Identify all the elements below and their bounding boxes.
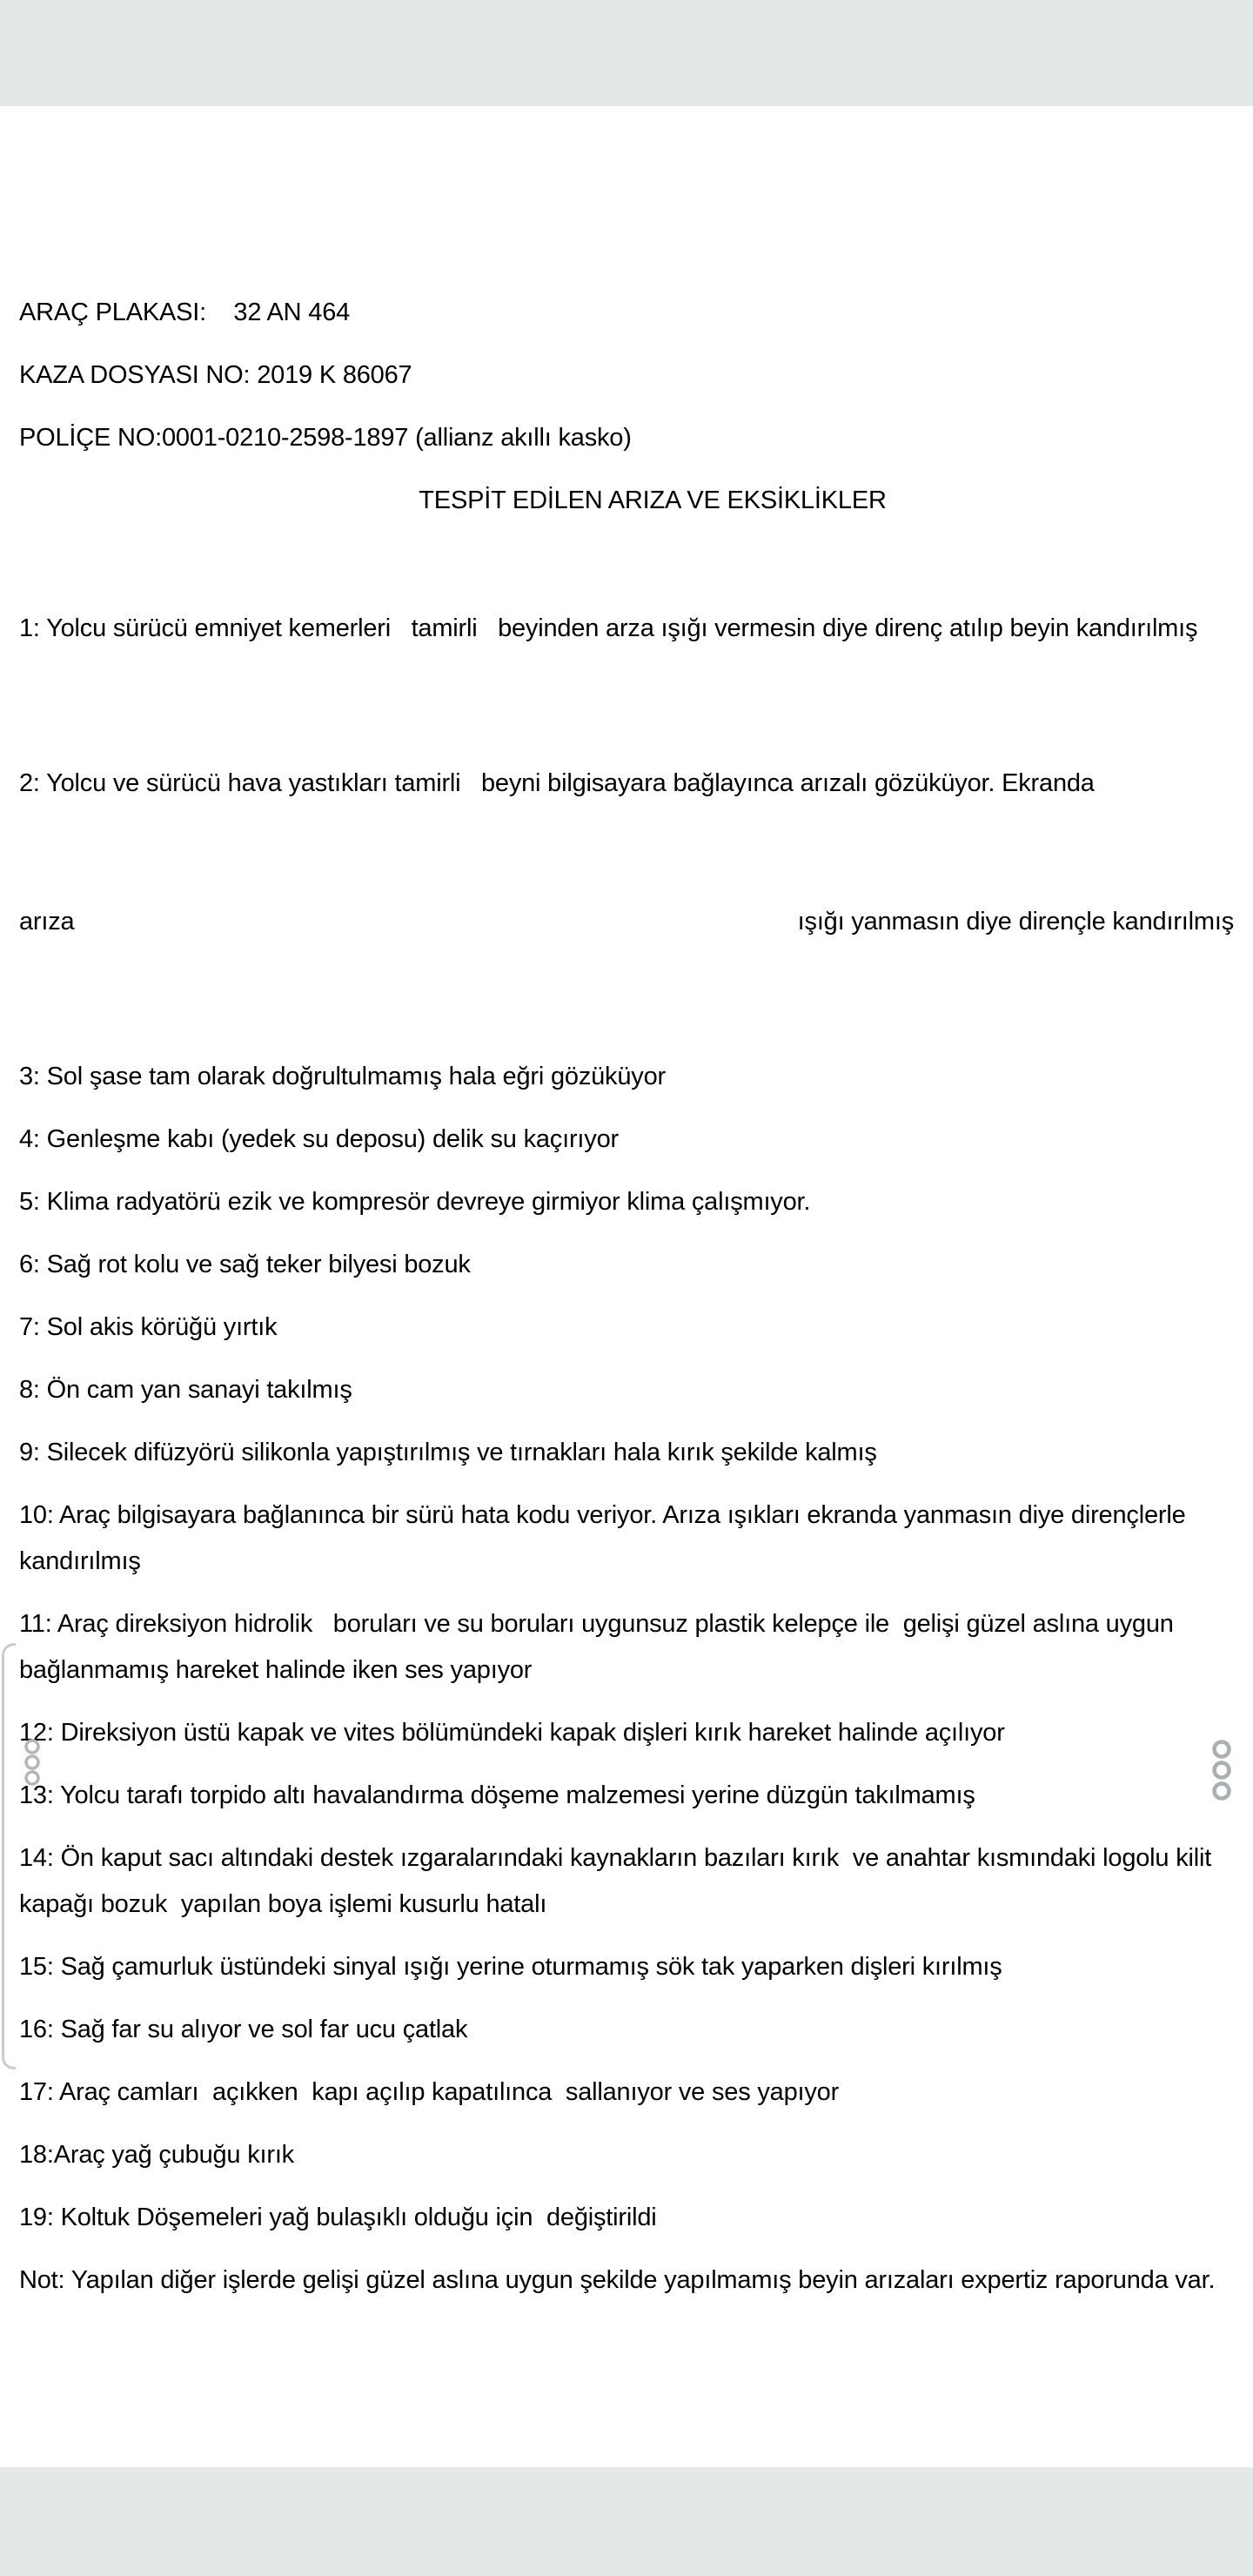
fault-item-10: 10: Araç bilgisayara bağlanınca bir sürü hata kodu veriyor. Arıza ışıkları ekranda yanmasın diye dirençlerle kandırılmış (19, 1501, 1193, 1575)
fault-item-17: 17: Araç camları açıkken kapı açılıp kapatılınca sallanıyor ve ses yapıyor (19, 2078, 840, 2106)
fault-item-18: 18:Araç yağ çubuğu kırık (19, 2141, 294, 2169)
fault-item-2-line2-left: arıza (19, 908, 75, 936)
fault-item-19: 19: Koltuk Döşemeleri yağ bulaşıklı olduğu için değiştirildi (19, 2204, 657, 2231)
fault-item-3: 3: Sol şase tam olarak doğrultulmamış hala eğri gözüküyor (19, 1063, 666, 1090)
fault-item-7: 7: Sol akis körüğü yırtık (19, 1313, 278, 1341)
fault-item-13: 13: Yolcu tarafı torpido altı havalandırma döşeme malzemesi yerine düzgün takılmamış (19, 1781, 975, 1809)
fault-item-2-line1: 2: Yolcu ve sürücü hava yastıkları tamirli beyni bilgisayara bağlayınca arızalı gözüküyor. Ekranda (19, 769, 1095, 797)
fault-item-2 (19, 668, 1234, 1037)
case-file-number-line: KAZA DOSYASI NO: 2019 K 86067 (19, 361, 412, 389)
fault-item-14: 14: Ön kaput sacı altındaki destek ızgaralarındaki kaynakların bazıları kırık ve anahtar kısmındaki logolu kilit kapağı bozuk yapılan boya işlemi kusurlu hatalı (19, 1844, 1218, 1918)
document-title: TESPİT EDİLEN ARIZA VE EKSİKLİKLER (419, 486, 887, 514)
selection-edge-bracket (2, 1643, 16, 2070)
fault-item-9: 9: Silecek difüzyörü silikonla yapıştırılmış ve tırnakları hala kırık şekilde kalmış (19, 1439, 877, 1466)
document-page (0, 106, 1253, 2467)
note-line: Not: Yapılan diğer işlerde gelişi güzel aslına uygun şekilde yapılmamış beyin arızaları expertiz raporunda var. (19, 2266, 1216, 2294)
fault-item-2-line2 (19, 899, 1234, 945)
vehicle-plate-line: ARAÇ PLAKASI: 32 AN 464 (19, 299, 351, 326)
fault-item-11: 11: Araç direksiyon hidrolik boruları ve su boruları uygunsuz plastik kelepçe ile gelişi güzel aslına uygun bağlanmamış hareket halinde iken ses yapıyor (19, 1610, 1181, 1684)
fault-item-4: 4: Genleşme kabı (yedek su deposu) delik su kaçırıyor (19, 1125, 619, 1153)
fault-item-15: 15: Sağ çamurluk üstündeki sinyal ışığı yerine oturmamış sök tak yaparken dişleri kırılmış (19, 1953, 1002, 1981)
policy-number-line: POLİÇE NO:0001-0210-2598-1897 (allianz akıllı kasko) (19, 424, 632, 452)
right-drag-handle-icon[interactable] (1210, 1738, 1233, 1802)
fault-item-8: 8: Ön cam yan sanayi takılmış (19, 1376, 352, 1404)
document-content (0, 106, 1253, 2304)
left-drag-handle-icon[interactable] (23, 1737, 42, 1788)
fault-item-5: 5: Klima radyatörü ezik ve kompresör devreye girmiyor klima çalışmıyor. (19, 1188, 811, 1216)
fault-item-12: 12: Direksiyon üstü kapak ve vites bölümündeki kapak dişleri kırık hareket halinde açılıyor (19, 1719, 1005, 1747)
fault-item-16: 16: Sağ far su alıyor ve sol far ucu çatlak (19, 2016, 468, 2043)
bottom-letterbox (0, 2467, 1253, 2576)
fault-item-6: 6: Sağ rot kolu ve sağ teker bilyesi bozuk (19, 1251, 471, 1278)
top-letterbox (0, 0, 1253, 106)
fault-item-1: 1: Yolcu sürücü emniyet kemerleri tamirli beyinden arza ışığı vermesin diye direnç atılıp beyin kandırılmış (19, 614, 1198, 642)
fault-item-2-line2-right: ışığı yanmasın diye dirençle kandırılmış (797, 908, 1234, 936)
